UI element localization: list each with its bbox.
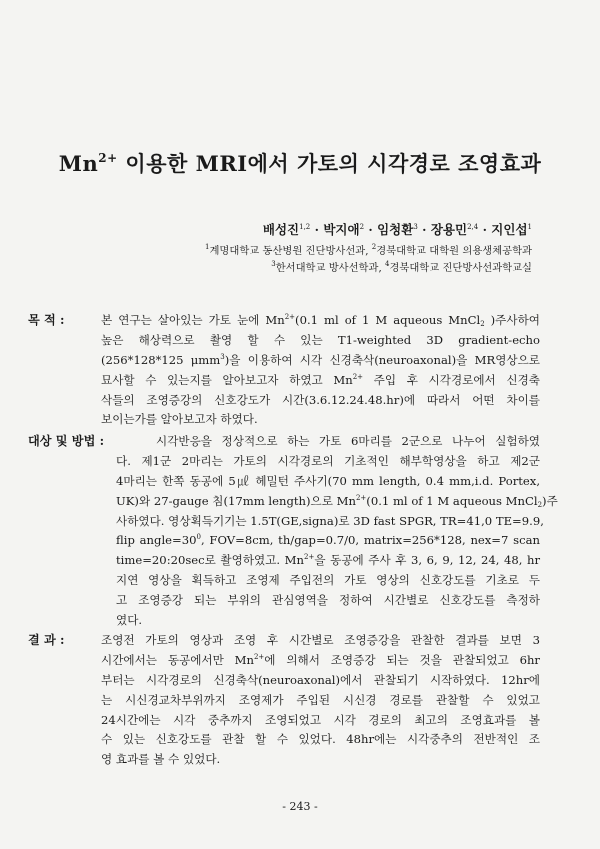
author-name: 장용민 — [430, 222, 468, 237]
affiliation-line-1 — [205, 242, 532, 257]
affiliation-mark: 3 — [271, 260, 276, 268]
title-text: 이용한 MRI에서 가토의 시각경로 조영효과 — [117, 151, 542, 176]
results-body — [101, 631, 540, 770]
text-line: 고 조영증강 되는 부위의 관심영역을 정하여 시간별로 신호강도를 측정하 — [116, 593, 540, 608]
affiliation-text: 계명대학교 동산병원 진단방사선과, — [209, 245, 372, 257]
title-mn: Mn — [58, 151, 99, 176]
purpose-body — [101, 311, 540, 430]
author-name: 임청환 — [377, 222, 414, 237]
text-line: 삭들의 조영증강의 신호강도가 시간(3.6.12.24.48.hr)에 따라서 어떤 차이를 — [101, 392, 540, 407]
text-line: 24시간에는 시각 중추까지 조영되었고 시각 경로의 최고의 조영효과를 볼 — [101, 712, 540, 727]
text-line: 높은 해상력으로 촬영 할 수 있는 T1-weighted 3D gradient-echo — [101, 332, 540, 347]
author-name: 박지애 — [323, 222, 360, 237]
purpose-label: 목 적 : — [28, 313, 65, 327]
text-line: 지연 영상을 획득하고 조영제 주입전의 가토 영상의 신호강도를 기초로 두 — [116, 573, 540, 588]
title-superscript: 2+ — [98, 151, 118, 165]
text-line: 보이는가를 알아보고자 하였다. — [101, 412, 258, 427]
text-line: 4마리는 한쪽 동공에 5㎕ 헤밀턴 주사기(70 mm length, 0.4 mm,i.d. Portex, — [116, 473, 540, 488]
author-affiliation-mark: 2,4 — [467, 223, 479, 231]
text-line: flip $angle=30^0$, FOV=8cm, th/gap=0.7/0, matrix=256*128, nex=7 scan — [116, 533, 540, 548]
affiliation-mark: 4 — [385, 260, 390, 268]
text-line: UK)와 27-gauge 침(17mm length)으로 $Mn^{2+}(0.1$ ml of 1 M aqueous MnCl$_2$)주 — [116, 493, 558, 509]
methods-body — [116, 432, 558, 631]
paper-title — [0, 148, 600, 178]
author-affiliation-mark: 1,2 — [299, 223, 311, 231]
methods-label: 대상 및 방법 : — [28, 434, 105, 448]
text-line: 다. 제1군 2마리는 가토의 시각경로의 기초적인 해부학영상을 하고 제2군 — [116, 453, 540, 468]
author-separator: · — [364, 222, 378, 237]
text-line: time=20:20sec로 촬영하였고. $Mn^{2+}$을 동공에 주사 후 3, 6, 9, 12, 24, 48, hr — [116, 553, 540, 568]
author-affiliation-mark: 3 — [413, 223, 418, 231]
affiliation-line-2 — [271, 259, 532, 274]
page-number: - 243 - — [282, 800, 318, 813]
author-name: 배성진 — [262, 222, 300, 237]
text-line: 묘사할 수 있는지를 알아보고자 하였고 $Mn^{2+}$ 주입 후 시각경로에서 신경축 — [101, 372, 540, 387]
text-line: 는 시신경교차부위까지 조영제가 주입된 시신경 경로를 관찰할 수 있었고 — [101, 692, 540, 707]
affiliation-text: 경북대학교 진단방사선과학교실 — [389, 262, 532, 274]
affiliation-mark: 2 — [371, 243, 377, 251]
text-line: 수 있는 신호강도를 관찰 할 수 있었다. 48hr에는 시각중추의 전반적인 조 — [101, 732, 540, 747]
affiliation-text: 경북대학교 대학원 의용생체공학과 — [376, 245, 532, 257]
author-separator: · — [417, 222, 431, 237]
text-line: (256*128*125 μmm$^3$)을 이용하여 시각 신경축삭(neuroaxonal)을 MR영상으로 — [101, 352, 540, 367]
affiliation-text: 한서대학교 방사선학과, — [275, 262, 385, 274]
text-line: 시각반응을 정상적으로 하는 가토 6마리를 2군으로 나누어 실험하였 — [156, 434, 540, 448]
author-affiliation-mark: 2 — [359, 223, 365, 231]
text-line: 시간에서는 동공에서만 $Mn^{2+}$에 의해서 조영증강 되는 것을 관찰되었고 6hr — [101, 652, 540, 667]
author-list — [263, 220, 532, 238]
author-separator: · — [310, 222, 324, 237]
text-line: 영 효과를 볼 수 있었다. — [101, 752, 221, 767]
text-line: 본 연구는 살아있는 가토 눈에 $Mn^{2+}(0.1$ ml of 1 M aqueous MnCl$_2$ )주사하여 — [101, 313, 540, 328]
author-name: 지인섭 — [491, 222, 528, 237]
author-separator: · — [478, 222, 492, 237]
text-line: 사하였다. 영상획득기기는 1.5T(GE,signa)로 3D fast SPGR, TR=41,0 TE=9.9, — [116, 513, 544, 528]
text-line: 부터는 시각경로의 신경축삭(neuroaxonal)에서 관찰되기 시작하였다. 12hr에 — [101, 672, 540, 687]
text-line: 였다. — [116, 613, 143, 628]
text-line: 조영전 가토의 영상과 조영 후 시간별로 조영증강을 관찰한 결과를 보면 3 — [101, 633, 540, 647]
results-label: 결 과 : — [28, 633, 65, 647]
author-affiliation-mark: 1 — [527, 223, 532, 231]
affiliation-mark: 1 — [205, 243, 210, 251]
